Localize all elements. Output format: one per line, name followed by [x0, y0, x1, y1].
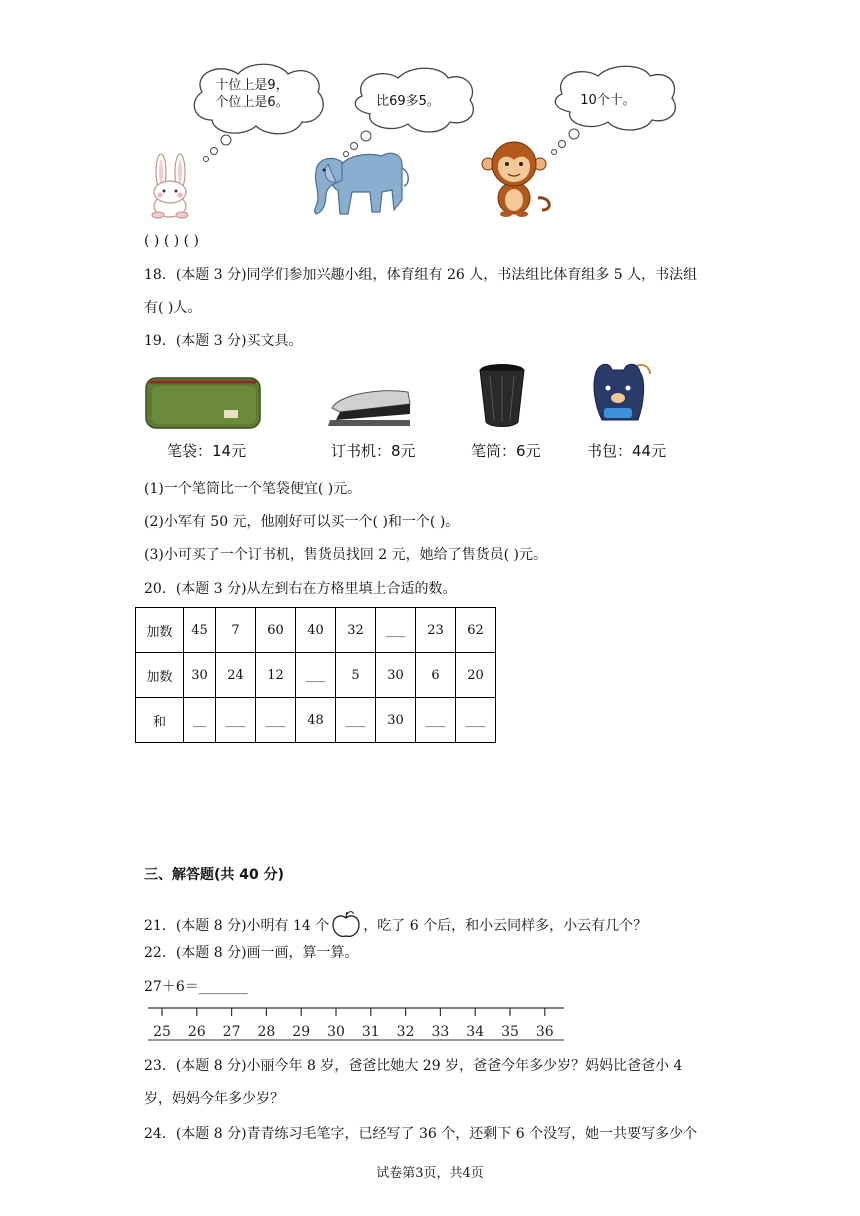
row-label: 和 — [136, 698, 184, 743]
number-line-tick-label: 29 — [292, 1024, 311, 1040]
price-caption-pen-holder: 笔筒：6元 — [471, 442, 541, 460]
price-caption-schoolbag: 书包：44元 — [587, 442, 667, 460]
table-cell-blank[interactable]: ___ — [416, 698, 456, 743]
q23-line1: 23．(本题 8 分)小丽今年 8 岁，爸爸比她大 29 岁，爸爸今年多少岁？妈妈比爸爸小 4 — [144, 1058, 683, 1074]
table-cell-blank[interactable]: __ — [184, 698, 216, 743]
q20-title: 20．(本题 3 分)从左到右在方格里填上合适的数。 — [144, 581, 457, 597]
bubble-line: 个位上是6。 — [215, 95, 289, 110]
addition-table — [135, 607, 496, 743]
q22-title: 22．(本题 8 分)画一画，算一算。 — [144, 945, 359, 961]
table-cell: 6 — [416, 653, 456, 698]
table-cell: 12 — [256, 653, 296, 698]
q17-answer-blanks: ( ) ( ) ( ) — [144, 233, 200, 249]
thought-bubble — [344, 68, 474, 156]
stapler-icon — [328, 391, 410, 426]
table-row-sum — [136, 698, 496, 743]
q19-sub1: (1)一个笔筒比一个笔袋便宜( )元。 — [144, 481, 362, 497]
price-caption-stapler: 订书机：8元 — [331, 442, 416, 460]
table-cell: 30 — [376, 698, 416, 743]
table-cell-blank[interactable]: ___ — [376, 608, 416, 653]
table-row-addend-1 — [136, 608, 496, 653]
bubble-text-ten-tens: 10个十。 — [580, 93, 636, 108]
table-cell: 24 — [216, 653, 256, 698]
table-cell: 32 — [336, 608, 376, 653]
pen-holder-icon — [480, 364, 524, 427]
q18-line2: 有( )人。 — [144, 300, 202, 316]
table-cell: 5 — [336, 653, 376, 698]
rabbit-icon — [152, 154, 188, 218]
apple-icon — [331, 910, 361, 938]
number-line-tick-label: 26 — [187, 1024, 206, 1040]
row-label: 加数 — [136, 653, 184, 698]
table-cell-blank[interactable]: ___ — [296, 653, 336, 698]
q18-line1: 18．(本题 3 分)同学们参加兴趣小组，体育组有 26 人，书法组比体育组多 5 人，书法组 — [144, 267, 698, 283]
q19-sub3: (3)小可买了一个订书机，售货员找回 2 元，她给了售货员( )元。 — [144, 547, 548, 563]
bubble-line: 十位上是9， — [215, 78, 289, 93]
q21-text-after: ，吃了 6 个后，和小云同样多，小云有几个？ — [363, 918, 648, 934]
table-cell: 60 — [256, 608, 296, 653]
q19-title: 19．(本题 3 分)买文具。 — [144, 333, 303, 349]
number-line-tick-label: 34 — [466, 1024, 485, 1040]
q19-stationery-images — [140, 360, 680, 438]
number-line-tick-label: 27 — [222, 1024, 241, 1040]
elephant-icon — [315, 153, 409, 214]
row-label: 加数 — [136, 608, 184, 653]
table-cell: 23 — [416, 608, 456, 653]
pencil-case-icon — [146, 378, 260, 428]
thought-bubble — [552, 66, 676, 154]
number-line-tick-label: 25 — [153, 1024, 171, 1040]
price-caption-pencil-case: 笔袋：14元 — [167, 442, 247, 460]
bubble-text-tens-ones — [200, 77, 304, 111]
table-cell-blank[interactable]: ___ — [216, 698, 256, 743]
q19-sub2: (2)小军有 50 元，他刚好可以买一个( )和一个( )。 — [144, 514, 460, 530]
table-cell: 48 — [296, 698, 336, 743]
section-heading: 三、解答题(共 40 分) — [144, 867, 285, 883]
page-footer: 试卷第3页，共4页 — [376, 1166, 484, 1181]
q24-line1: 24．(本题 8 分)青青练习毛笔字，已经写了 36 个，还剩下 6 个没写，她一共要写多少个 — [144, 1126, 698, 1142]
table-cell-blank[interactable]: ___ — [336, 698, 376, 743]
schoolbag-icon — [594, 364, 650, 420]
table-cell: 62 — [456, 608, 496, 653]
table-cell: 20 — [456, 653, 496, 698]
number-line-tick-label: 35 — [501, 1024, 519, 1040]
table-cell: 30 — [376, 653, 416, 698]
number-line-tick-label: 32 — [396, 1024, 415, 1040]
table-cell-blank[interactable]: ___ — [256, 698, 296, 743]
q21-text — [144, 910, 647, 938]
number-line — [144, 1000, 569, 1044]
monkey-icon — [482, 142, 549, 217]
table-cell: 40 — [296, 608, 336, 653]
number-line-tick-label: 36 — [535, 1024, 554, 1040]
table-cell: 30 — [184, 653, 216, 698]
table-cell: 45 — [184, 608, 216, 653]
q22-equation: 27＋6＝_______ — [144, 979, 248, 995]
bubble-text-more-than: 比69多5。 — [376, 94, 440, 109]
number-line-tick-label: 30 — [327, 1024, 345, 1040]
number-line-tick-label: 28 — [257, 1024, 276, 1040]
table-row-addend-2 — [136, 653, 496, 698]
table-cell: 7 — [216, 608, 256, 653]
table-cell-blank[interactable]: ___ — [456, 698, 496, 743]
number-line-tick-label: 31 — [361, 1024, 380, 1040]
q21-text-before: 21．(本题 8 分)小明有 14 个 — [144, 918, 330, 934]
number-line-tick-label: 33 — [431, 1024, 450, 1040]
q23-line2: 岁，妈妈今年多少岁？ — [144, 1091, 284, 1107]
